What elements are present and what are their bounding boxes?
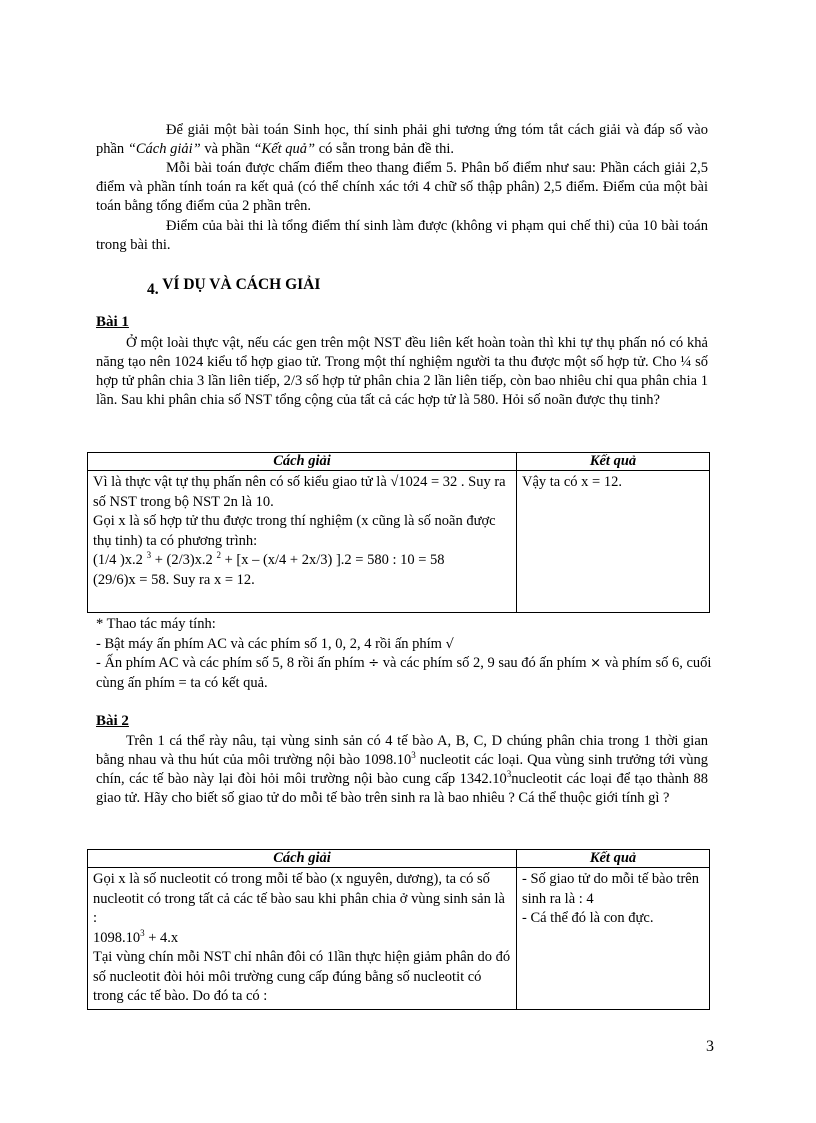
calc-step-2: - Ấn phím AC và các phím số 5, 8 rồi ấn phím ÷ và các phím số 2, 9 sau đó ấn phím × và phím số 6, cuối cùng ấn phím = ta có kết quả. — [96, 655, 712, 691]
intro-paragraph-3: Điểm của bài thi là tổng điểm thí sinh làm được (không vi phạm qui chế thi) của 10 bài toán trong bài thi. — [96, 218, 708, 253]
page-number: 3 — [706, 1038, 714, 1055]
table-header-row — [88, 453, 710, 471]
divide-key-icon: ÷ — [368, 656, 380, 671]
section-heading — [147, 276, 321, 298]
header-cach-giai: Cách giải — [88, 453, 517, 471]
intro-paragraph-2: Mỗi bài toán được chấm điểm theo thang điểm 5. Phân bố điểm như sau: Phần cách giải 2,5 điểm và phần tính toán ra kết quả (có thể chính xác tới 4 chữ số thập phân) 2,5 điểm. Điểm của một bài toán bằng tổng điểm của 2 phần trên. — [96, 160, 708, 214]
bai2-solution-table — [87, 849, 710, 1010]
calc-step-1: - Bật máy ấn phím AC và các phím số 1, 0, 2, 4 rồi ấn phím √ — [96, 635, 454, 652]
result-cell: Vậy ta có x = 12. — [517, 471, 710, 613]
section-title: VÍ DỤ VÀ CÁCH GIẢI — [158, 276, 321, 293]
result-cell: - Số giao tử do mỗi tế bào trên sinh ra là : 4 - Cá thể đó là con đực. — [517, 868, 710, 1010]
header-cach-giai: Cách giải — [88, 850, 517, 868]
multiply-key-icon: × — [590, 656, 602, 671]
bai1-label: Bài 1 — [96, 314, 129, 330]
header-ket-qua: Kết quả — [517, 453, 710, 471]
header-ket-qua: Kết quả — [517, 850, 710, 868]
bai1-problem: Ở một loài thực vật, nếu các gen trên một NST đều liên kết hoàn toàn thì khi tự thụ phấn nó có khả năng tạo nên 1024 kiểu tổ hợp giao tử. Trong một thí nghiệm người ta thu được một số hợp tử. Cho ¼ số hợp tử phân chia 3 lần liên tiếp, 2/3 số hợp tử phân chia 2 lần liên tiếp, còn bao nhiêu chỉ qua phân chia 1 lần. Sau khi phân chia số NST tổng cộng của tất cả các hợp tử là 580. Hỏi số noãn được thụ tinh? — [96, 335, 708, 408]
solution-cell: Vì là thực vật tự thụ phấn nên có số kiểu giao tử là √1024 = 32 . Suy ra số NST trong bộ NST 2n là 10. Gọi x là số hợp tử thu được trong thí nghiệm (x cũng là số noãn được thụ tinh) ta có phương trình: (1/4 )x.2 $^3$ + (2/3)x.2 $^2$ + [x – (x/4 + 2x/3) ].2 = 580 : 10 = 58 (29/6)x = 58. Suy ra x = 12. — [88, 471, 517, 613]
table-header-row — [88, 850, 710, 868]
equation-line: $1098.10^3 + 4.x$ — [93, 927, 179, 946]
bai2-label: Bài 2 — [96, 713, 129, 729]
calc-title: * Thao tác máy tính: — [96, 616, 216, 632]
cach-giai-term: “Cách giải” — [127, 141, 201, 157]
sqrt-key-icon: √ — [445, 636, 454, 652]
equation-line: (1/4 )x.2 $^3$ + (2/3)x.2 $^2$ + [x – (x/4 + 2x/3) ].2 = 580 : 10 = 58 — [93, 550, 445, 568]
intro-paragraph-1: Để giải một bài toán Sinh học, thí sinh phải ghi tương ứng tóm tắt cách giải và đáp số vào phần “Cách giải” và phần “Kết quả” có sẵn trong bản đề thi. — [96, 122, 708, 157]
ket-qua-term: “Kết quả” — [253, 141, 316, 157]
table-row — [88, 868, 710, 1010]
section-number: 4. — [147, 281, 159, 298]
table-row — [88, 471, 710, 613]
bai1-solution-table — [87, 452, 710, 613]
bai2-problem: Trên 1 cá thể rày nâu, tại vùng sinh sản có 4 tế bào A, B, C, D chúng phân chia trong 1 thời gian bằng nhau và thu hút của môi trường nội bào 1098.10$^3$ nucleotit các loại. Qua vùng sinh trưởng tới vùng chín, các tế bào này lại đòi hỏi môi trường nội bào cung cấp 1342.10$^3$nucleotit các loại để tạo thành 88 giao tử. Hãy cho biết số giao tử do mỗi tế bào trên sinh ra là bao nhiêu ? Cá thể thuộc giới tính gì ? — [96, 733, 708, 806]
solution-cell: Gọi x là số nucleotit có trong mỗi tế bào (x nguyên, dương), ta có số nucleotit có trong tất cả các tế bào sau khi phân chia ở vùng sinh sản là : $1098.10^3 + 4.x$ Tại vùng chín mỗi NST chỉ nhân đôi có 1lần thực hiện giảm phân do đó số nucleotit đòi hỏi môi trường cung cấp đúng bằng số nucleotit có trong các tế bào. Do đó ta có : — [88, 868, 517, 1010]
calculator-instructions — [96, 615, 721, 693]
